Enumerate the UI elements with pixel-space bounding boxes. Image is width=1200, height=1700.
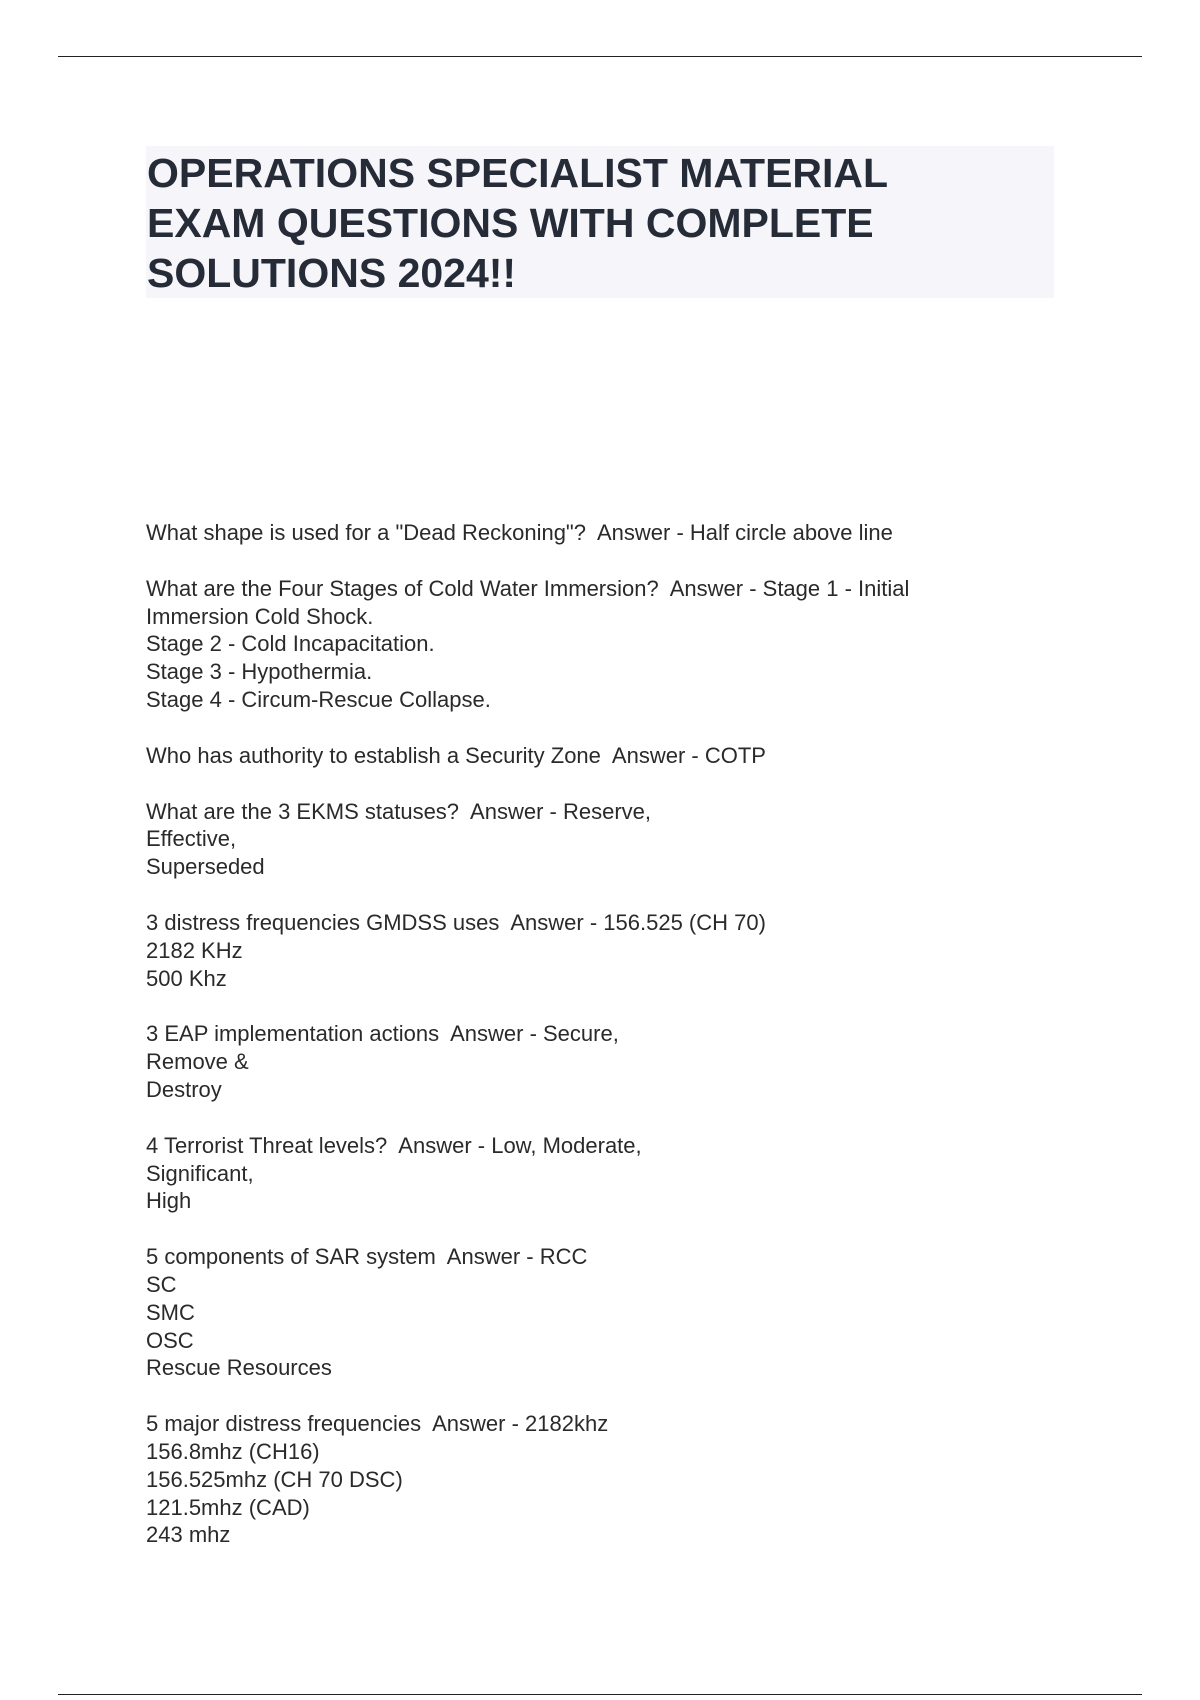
bottom-divider bbox=[58, 1694, 1142, 1695]
qa-line: Stage 3 - Hypothermia. bbox=[146, 659, 373, 685]
qa-item bbox=[146, 575, 1046, 714]
qa-item bbox=[146, 1132, 1046, 1215]
qa-line: Stage 4 - Circum-Rescue Collapse. bbox=[146, 686, 491, 712]
qa-line: Destroy bbox=[146, 1076, 222, 1102]
qa-line: Who has authority to establish a Security Zone Answer - COTP bbox=[146, 742, 766, 768]
qa-line: Stage 2 - Cold Incapacitation. bbox=[146, 631, 435, 657]
qa-line: 243 mhz bbox=[146, 1522, 231, 1548]
qa-item bbox=[146, 1410, 1046, 1549]
qa-line: Effective, bbox=[146, 826, 237, 852]
qa-item bbox=[146, 909, 1046, 992]
qa-line: 156.525mhz (CH 70 DSC) bbox=[146, 1466, 403, 1492]
qa-item bbox=[146, 798, 1046, 881]
qa-item bbox=[146, 1020, 1046, 1103]
qa-line: 5 components of SAR system Answer - RCC bbox=[146, 1244, 588, 1270]
qa-item bbox=[146, 1243, 1046, 1382]
qa-line: 3 distress frequencies GMDSS uses Answer - 156.525 (CH 70) bbox=[146, 909, 766, 935]
qa-line: Remove & bbox=[146, 1049, 249, 1075]
qa-line: 3 EAP implementation actions Answer - Secure, bbox=[146, 1021, 619, 1047]
qa-line: 2182 KHz bbox=[146, 937, 243, 963]
qa-line: 5 major distress frequencies Answer - 2182khz bbox=[146, 1411, 609, 1437]
qa-line: What are the Four Stages of Cold Water Immersion? Answer - Stage 1 - Initial bbox=[146, 575, 910, 601]
top-divider bbox=[58, 56, 1142, 57]
qa-item bbox=[146, 519, 1046, 547]
qa-line: 121.5mhz (CAD) bbox=[146, 1494, 310, 1520]
qa-line: OSC bbox=[146, 1327, 194, 1353]
document-title: OPERATIONS SPECIALIST MATERIAL EXAM QUESTIONS WITH COMPLETE SOLUTIONS 2024!! bbox=[147, 150, 889, 296]
qa-line: What shape is used for a "Dead Reckoning"? Answer - Half circle above line bbox=[146, 520, 893, 545]
qa-line: Superseded bbox=[146, 854, 265, 880]
qa-line: Rescue Resources bbox=[146, 1355, 332, 1381]
qa-line: 156.8mhz (CH16) bbox=[146, 1438, 320, 1464]
title-banner bbox=[146, 146, 1054, 298]
qa-list bbox=[146, 519, 1046, 1577]
qa-line: 500 Khz bbox=[146, 965, 227, 991]
qa-line: Significant, bbox=[146, 1160, 254, 1186]
qa-line: SC bbox=[146, 1271, 177, 1297]
qa-line: Immersion Cold Shock. bbox=[146, 603, 374, 629]
qa-line: What are the 3 EKMS statuses? Answer - Reserve, bbox=[146, 798, 651, 824]
qa-item bbox=[146, 742, 1046, 770]
qa-line: High bbox=[146, 1188, 192, 1214]
qa-line: 4 Terrorist Threat levels? Answer - Low, Moderate, bbox=[146, 1132, 642, 1158]
qa-line: SMC bbox=[146, 1299, 195, 1325]
